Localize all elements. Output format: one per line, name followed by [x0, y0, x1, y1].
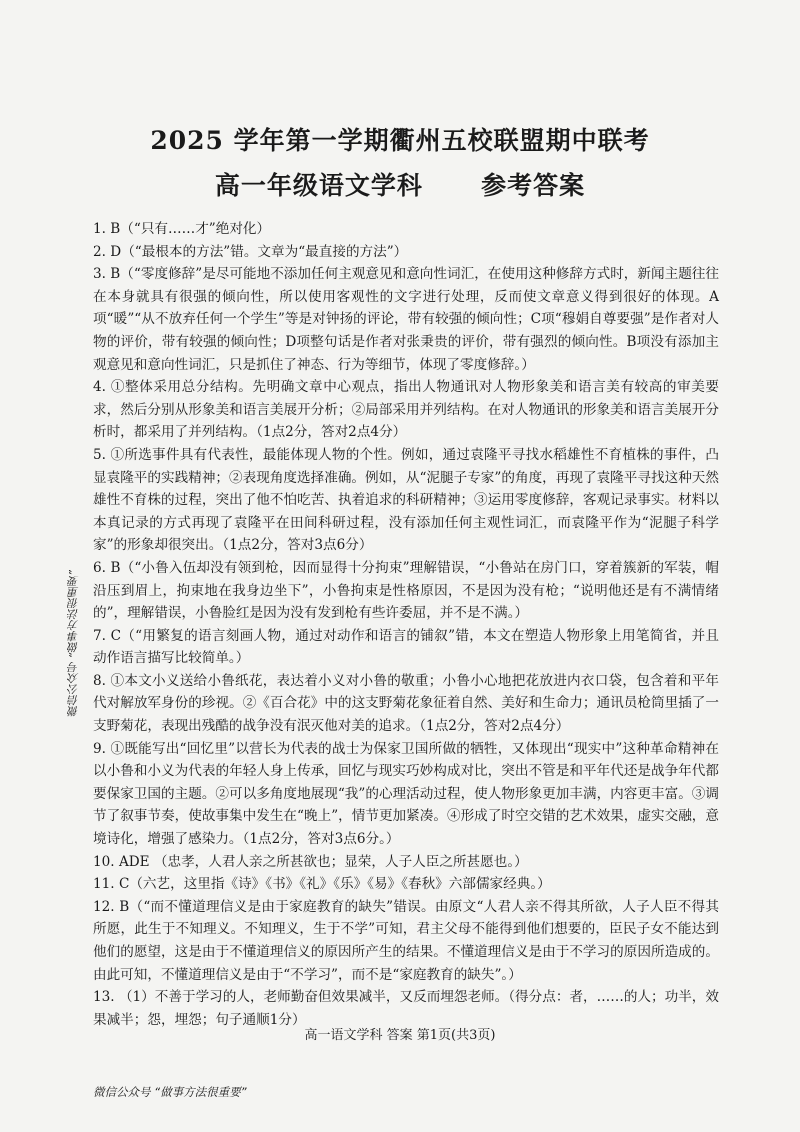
answer-item-12: 12. B（“而不懂道理信义是由于家庭教育的缺失”错误。由原文“人君人亲不得其所欲，人子人臣不得其所愿，此生于不知理义。不知理义，生于不学”可知，君主父母不能得到他们想要的，臣民子女不能达到他们的愿望，这是由于不懂道理信义的原因所产生的结果。不懂道理信义是由于不学习的原因所造成的。由此可知，不懂道理信义是由于“不学习”，而不是“家庭教育的缺失”。）	[93, 898, 719, 983]
answer-item-10: 10. ADE （忠孝，人君人亲之所甚欲也；显荣，人子人臣之所甚愿也。）	[93, 853, 528, 870]
page-footer: 高一语文学科 答案 第1页(共3页)	[304, 1028, 496, 1043]
answer-item-11: 11. C（六艺，这里指《诗》《书》《礼》《乐》《易》《春秋》六部儒家经典。）	[93, 876, 551, 893]
watermark-bottom: 微信公众号 “做事方法很重要”	[93, 1085, 247, 1099]
answer-item-3: 3. B（“零度修辞”是尽可能地不添加任何主观意见和意向性词汇，在使用这种修辞方式时，新闻主题往往在本身就具有很强的倾向性，所以使用客观性的文字进行处理，反而使文章意义得到很好的体现。A项“暖”“从不放弃任何一个学生”等是对钟扬的评论，带有较强的倾向性；C项“穆娟自尊要强”是作者对人物的评价，带有较强的倾向性；D项整句话是作者对张秉贵的评价，带有强烈的倾向性。B项没有添加主观意见和意向性词汇，只是抓住了神态、行为等细节，体现了零度修辞。）	[93, 266, 719, 373]
answer-item-1: 1. B（“只有……才”绝对化）	[93, 221, 271, 237]
answer-item-2: 2. D（“最根本的方法”错。文章为“最直接的方法”）	[93, 243, 408, 260]
answer-item-5: 5. ①所选事件具有代表性，最能体现人物的个性。例如，通过袁隆平寻找水稻雄性不育植株的事件，凸显袁隆平的实践精神；②表现角度选择准确。例如，从“泥腿子专家”的角度，再现了袁隆平寻找这种天然雄性不育株的过程，突出了他不怕吃苦、执着追求的科研精神；③运用零度修辞，客观记录事实。材料以本真记录的方式再现了袁隆平在田间科研过程，没有添加任何主观性词汇，而袁隆平作为“泥腿子科学家”的形象却很突出。（1点2分，答对3点6分）	[93, 446, 719, 554]
answer-item-4: 4. ①整体采用总分结构。先明确文章中心观点，指出人物通讯对人物形象美和语言美有较高的审美要求，然后分别从形象美和语言美展开分析；②局部采用并列结构。在对人物通讯的形象美和语言美展开分析时，都采用了并列结构。（1点2分，答对2点4分）	[93, 379, 719, 441]
answer-item-7: 7. C（“用繁复的语言刻画人物，通过对动作和语言的铺叙”错，本文在塑造人物形象上用笔简省，并且动作语言描写比较简单。）	[93, 627, 719, 667]
exam-title: 2025 学年第一学期衢州五校联盟期中联考	[150, 126, 650, 155]
answer-item-8: 8. ①本文小义送给小鲁纸花，表达着小义对小鲁的敬重；小鲁小心地把花放进内衣口袋，包含着和平年代对解放军身份的珍视。②《百合花》中的这支野菊花象征着自然、美好和生命力；通讯员枪筒里插了一支野菊花，表现出残酷的战争没有泯灭他对美的追求。（1点2分，答对2点4分）	[93, 672, 719, 735]
answer-list	[93, 218, 719, 1031]
answer-item-9: 9. ①既能写出“回忆里”以营长为代表的战士为保家卫国所做的牺牲，又体现出“现实中”这种革命精神在以小鲁和小义为代表的年轻人身上传承，回忆与现实巧妙构成对比，突出不管是和平年代还是战争年代都要保家卫国的主题。②可以多角度地展现“我”的心理活动过程，使人物形象更加丰满，内容更丰富。③调节了叙事节奏，使故事集中发生在“晚上”，情节更加紧凑。④形成了时空交错的艺术效果，虚实交融，意境诗化，增强了感染力。（1点2分，答对3点6分。）	[93, 740, 719, 848]
answer-item-6: 6. B（“小鲁入伍却没有领到枪，因而显得十分拘束”理解错误，“小鲁站在房门口，穿着簇新的军装，帽沿压到眉上，拘束地在我身边坐下”，小鲁拘束是性格原因，不是因为没有枪；“说明他还是有不满情绪的”，理解错误，小鲁脸红是因为没有发到枪有些许委屈，并不是不满。）	[93, 559, 719, 622]
watermark-side: 微信公众号 “做事方法很重要”	[67, 570, 80, 717]
exam-subtitle: 高一年级语文学科 参考答案	[214, 171, 586, 200]
answer-item-13: 13. （1）不善于学习的人，老师勤奋但效果减半，又反而埋怨老师。（得分点：者，……的人；功半，效果减半；怨，埋怨；句子通顺1分）	[93, 989, 719, 1028]
